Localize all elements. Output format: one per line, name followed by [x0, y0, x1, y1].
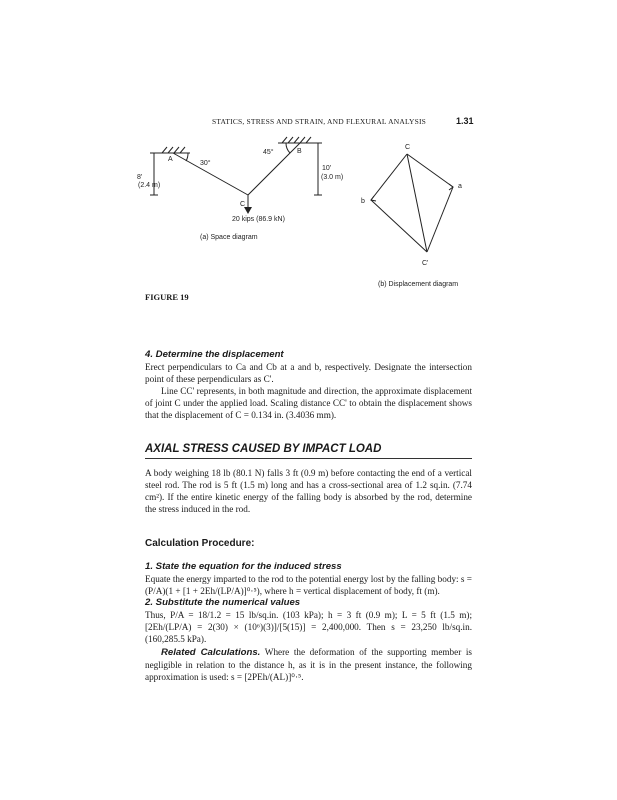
disp-line-ca — [407, 154, 453, 187]
step2-body: Thus, P/A = 18/1.2 = 15 lb/sq.in. (103 kPa); h = 3 ft (0.9 m); L = 5 ft (1.5 m); [2Eh/(LP/A) = 2(30) × (10⁶)(3)]/[5(15)] = 2,400,000. Then s = 23,250 lb/sq.in. (160,285.5 kPa). — [145, 610, 472, 644]
load-arrow-head — [244, 207, 252, 214]
section-rule — [145, 458, 472, 459]
disp-label-cprime: C' — [422, 260, 429, 267]
step1-body: Equate the energy imparted to the rod to the potential energy lost by the falling body: s = (P/A)(1 + [1 + 2Eh/(LP/A)]⁰·⁵), where h = vertical displacement of body, ft (m). — [145, 574, 472, 596]
support-b-hatch — [282, 137, 311, 143]
figure-label: FIGURE 19 — [145, 292, 189, 302]
disp-line-cb — [371, 154, 407, 200]
page-number: 1.31 — [456, 116, 474, 126]
right-dim-ft: 10' — [322, 165, 332, 172]
caption-space-diagram: (a) Space diagram — [200, 234, 258, 241]
related-calculations — [145, 646, 472, 683]
disp-label-a: a — [458, 183, 462, 190]
procedure-heading: Calculation Procedure: — [145, 538, 255, 549]
step2-heading: 2. Substitute the numerical values — [145, 597, 301, 608]
support-a-hatch — [162, 147, 185, 153]
disp-label-b: b — [361, 198, 365, 205]
left-dim-ft: 8' — [137, 174, 143, 181]
member-bc — [248, 143, 300, 195]
related-label: Related Calculations. — [161, 647, 261, 658]
step4-paragraph-1: Erect perpendiculars to Ca and Cb at a and b, respectively. Designate the intersection point of these perpendiculars as C'. — [145, 362, 472, 384]
load-label: 20 kips (86.9 kN) — [232, 216, 285, 223]
section-title: AXIAL STRESS CAUSED BY IMPACT LOAD — [145, 443, 382, 455]
problem-statement: A body weighing 18 lb (80.1 N) falls 3 ft (0.9 m) before contacting the end of a vertical steel rod. The rod is 5 ft (1.5 m) long and has a cross-sectional area of 1.2 sq.in. (7.74 cm²). If the entire kinetic energy of the falling body is absorbed by the rod, determine the stress induced in the rod. — [145, 468, 472, 514]
angle-30-arc — [186, 153, 188, 161]
arrowhead-b — [371, 196, 376, 201]
running-header: STATICS, STRESS AND STRAIN, AND FLEXURAL ANALYSIS — [212, 117, 427, 126]
label-b: B — [297, 148, 302, 155]
angle-45-arc — [286, 143, 290, 153]
right-dim-m: (3.0 m) — [321, 174, 344, 181]
disp-label-c: C — [405, 144, 411, 151]
step1-heading: 1. State the equation for the induced stress — [145, 561, 342, 572]
disp-line-ccprime — [407, 154, 427, 252]
label-c: C — [240, 201, 246, 208]
step4-paragraph-2: Line CC' represents, in both magnitude and direction, the approximate displacement of joint C under the applied load. Scaling distance CC' to obtain the displacement shows that the displacement of C = 0.134 in. (3.4036 mm). — [145, 386, 472, 420]
label-a: A — [168, 156, 173, 163]
caption-displacement-diagram: (b) Displacement diagram — [378, 281, 459, 288]
disp-line-acprime — [427, 187, 453, 252]
disp-line-bcprime — [371, 200, 427, 252]
figure-19-diagram — [137, 135, 480, 295]
angle-45-label: 45° — [263, 149, 274, 156]
angle-30-label: 30° — [200, 160, 211, 167]
step4-heading: 4. Determine the displacement — [145, 349, 284, 360]
left-dim-m: (2.4 m) — [138, 182, 161, 189]
related-body: Where the deformation of the supporting member is negligible in relation to the distance h, as it is in the present instance, the following approximation is used: s = [2PEh/(AL)]⁰·⁵. — [145, 647, 473, 682]
